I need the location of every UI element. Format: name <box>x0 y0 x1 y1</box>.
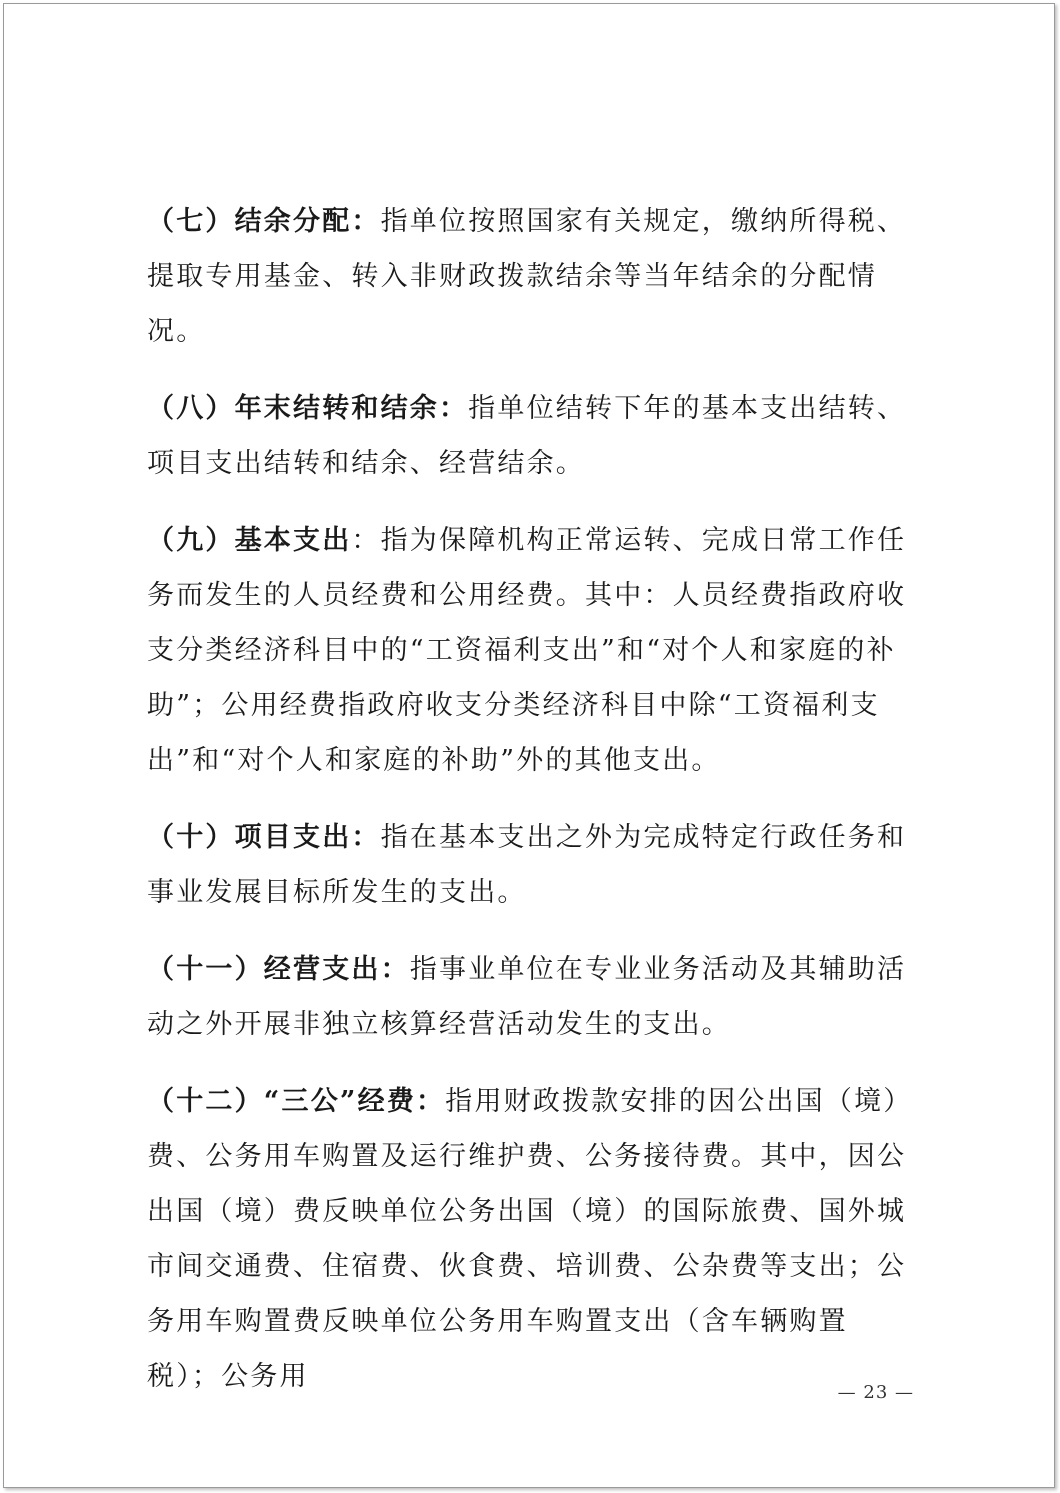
paragraph-heading: （九）基本支出 <box>147 525 352 556</box>
paragraph-heading: （十一）经营支出： <box>147 954 410 985</box>
paragraph-body: 指用财政拨款安排的因公出国（境）费、公务用车购置及运行维护费、公务接待费。其中，因公出国（境）费反映单位公务出国（境）的国际旅费、国外城市间交通费、住宿费、伙食费、培训费、公杂费等支出；公务用车购置费反映单位公务用车购置支出（含车辆购置税）；公务用 <box>147 1086 907 1392</box>
paragraph-body: 指单位按照国家有关规定，缴纳所得税、提取专用基金、转入非财政拨款结余等当年结余的分配情况。 <box>147 206 907 347</box>
paragraph-basic-expenditure <box>147 513 909 788</box>
page-number: — 23 — <box>837 1382 914 1403</box>
paragraph-body: 指单位结转下年的基本支出结转、项目支出结转和结余、经营结余。 <box>147 393 907 479</box>
paragraph-body: 指事业单位在专业业务活动及其辅助活动之外开展非独立核算经营活动发生的支出。 <box>147 954 907 1040</box>
paragraph-three-public-expenses <box>147 1074 909 1404</box>
page-content <box>147 194 909 1426</box>
paragraph-heading: （八）年末结转和结余： <box>147 393 469 424</box>
paragraph-balance-distribution <box>147 194 909 359</box>
document-page <box>3 3 1055 1488</box>
paragraph-body: ：指为保障机构正常运转、完成日常工作任务而发生的人员经费和公用经费。其中：人员经费指政府收支分类经济科目中的“工资福利支出”和“对个人和家庭的补助”；公用经费指政府收支分类经济科目中除“工资福利支出”和“对个人和家庭的补助”外的其他支出。 <box>147 525 907 776</box>
paragraph-operating-expenditure <box>147 942 909 1052</box>
paragraph-heading: （七）结余分配： <box>147 206 381 237</box>
paragraph-body: 指在基本支出之外为完成特定行政任务和事业发展目标所发生的支出。 <box>147 822 907 908</box>
paragraph-heading: （十）项目支出： <box>147 822 381 853</box>
paragraph-year-end-carryover <box>147 381 909 491</box>
paragraph-heading: （十二）“三公”经费： <box>147 1086 446 1117</box>
paragraph-project-expenditure <box>147 810 909 920</box>
